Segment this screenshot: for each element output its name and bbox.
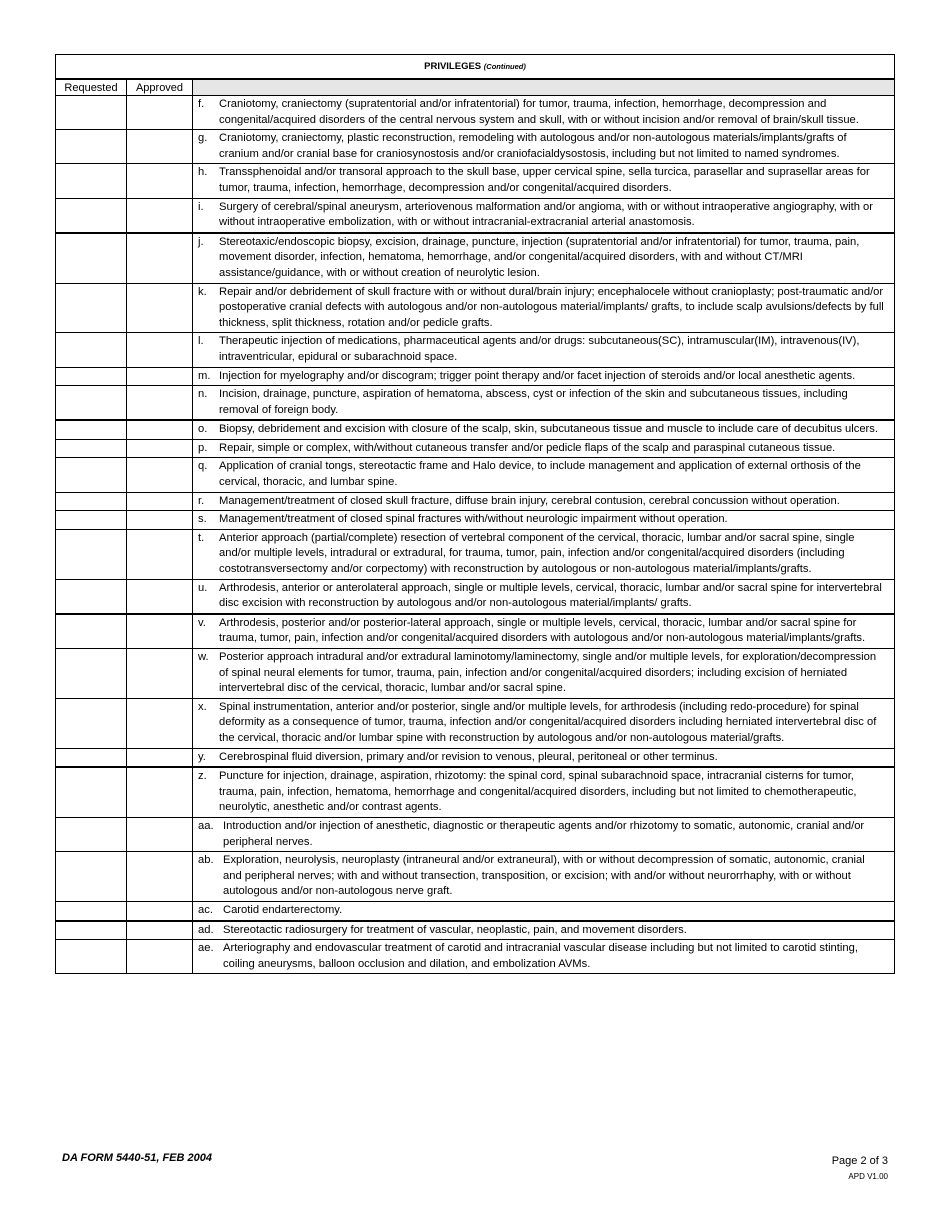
item-letter: s. (198, 513, 207, 526)
requested-checkbox-cell[interactable] (56, 96, 127, 130)
item-text: Anterior approach (partial/complete) resection of vertebral component of the cervical, thoracic, lumbar and/or sacral spine, single and/or multiple levels, intradural or extradural, for trauma, tumor, pain, infection and/or congenital/acquired disorders (including costotransversectomy and/or corpectomy) with reconstruction by autologous or non-autologous material/implants/grafts. (219, 531, 855, 576)
privilege-item (198, 422, 884, 438)
privilege-item (198, 441, 884, 457)
approved-checkbox-cell[interactable] (127, 748, 193, 767)
requested-checkbox-cell[interactable] (56, 164, 127, 198)
approved-checkbox-cell[interactable] (127, 198, 193, 233)
approved-checkbox-cell[interactable] (127, 333, 193, 367)
item-letter: v. (198, 616, 206, 629)
item-text: Introduction and/or injection of anesthetic, diagnostic or therapeutic agents and/or rhizotomy to somatic, autonomic, cranial and/or peripheral nerves. (223, 819, 865, 848)
requested-checkbox-cell[interactable] (56, 940, 127, 974)
privilege-description (193, 164, 895, 198)
approved-checkbox-cell[interactable] (127, 698, 193, 748)
privilege-description (193, 96, 895, 130)
privilege-item (198, 387, 884, 418)
requested-checkbox-cell[interactable] (56, 748, 127, 767)
privilege-item (198, 923, 884, 939)
privilege-row (56, 767, 895, 817)
item-letter: t. (198, 531, 205, 544)
item-text: Craniotomy, craniectomy, plastic reconstruction, remodeling with autologous and/or non-autologous materials/implants/grafts of cranium and/or cranial base for craniosynostosis and/or craniofacialdysostosis, including but not limited to named syndromes. (219, 132, 847, 160)
privilege-description (193, 921, 895, 940)
approved-checkbox-cell[interactable] (127, 511, 193, 530)
requested-checkbox-cell[interactable] (56, 130, 127, 164)
requested-checkbox-cell[interactable] (56, 198, 127, 233)
privilege-row (56, 511, 895, 530)
privilege-row (56, 386, 895, 421)
col-header-approved: Approved (127, 79, 193, 96)
item-letter: z. (198, 770, 207, 783)
privilege-description (193, 367, 895, 386)
privilege-row (56, 901, 895, 920)
requested-checkbox-cell[interactable] (56, 333, 127, 367)
privilege-description (193, 198, 895, 233)
approved-checkbox-cell[interactable] (127, 767, 193, 817)
privilege-row (56, 614, 895, 649)
col-header-blank (193, 79, 895, 96)
privilege-item (198, 165, 884, 196)
requested-checkbox-cell[interactable] (56, 614, 127, 649)
privilege-description (193, 767, 895, 817)
item-text: Exploration, neurolysis, neuroplasty (intraneural and/or extraneural), with or without decompression of somatic, autonomic, cranial and peripheral nerves; with and without transection, transposition, or excision; with and/or without neurorrhaphy, with or without autologous and/or non-autologous nerve graft. (223, 854, 865, 898)
privilege-row (56, 420, 895, 439)
item-letter: g. (198, 132, 208, 145)
approved-checkbox-cell[interactable] (127, 529, 193, 579)
privilege-item (198, 285, 884, 332)
requested-checkbox-cell[interactable] (56, 852, 127, 902)
title-subtitle: (Continued) (483, 62, 526, 71)
privilege-item (198, 97, 884, 128)
approved-checkbox-cell[interactable] (127, 492, 193, 511)
item-text: Arteriography and endovascular treatment of carotid and intracranial vascular disease including but not limited to carotid stinting, coiling aneurysms, balloon occlusion and dilation, and embolization AVMs. (223, 942, 858, 970)
item-letter: aa. (198, 819, 214, 832)
approved-checkbox-cell[interactable] (127, 817, 193, 851)
requested-checkbox-cell[interactable] (56, 511, 127, 530)
privilege-description (193, 817, 895, 851)
privilege-row (56, 458, 895, 492)
privilege-description (193, 579, 895, 614)
item-text: Transsphenoidal and/or transoral approach to the skull base, upper cervical spine, sella turcica, parasellar and suprasellar areas for tumor, trauma, infection, hemorrhage, decompression and/or congenital/acquired disorders. (219, 166, 870, 194)
requested-checkbox-cell[interactable] (56, 367, 127, 386)
privilege-description (193, 333, 895, 367)
item-text: Application of cranial tongs, stereotactic frame and Halo device, to include management and application of external orthosis of the cervical, thoracic, and lumbar spine. (219, 460, 861, 489)
item-text: Craniotomy, craniectomy (supratentorial and/or infratentorial) for tumor, trauma, infection, hemorrhage, decompression and congenital/acquired disorders of the central nervous system and skull, with or without incision and/or removal of brain/skull tissue. (219, 98, 859, 126)
col-header-requested: Requested (56, 79, 127, 96)
privilege-description (193, 492, 895, 511)
item-letter: r. (198, 494, 205, 507)
item-text: Repair, simple or complex, with/without cutaneous transfer and/or pedicle flaps of the scalp and paraspinal cutaneous tissue. (219, 441, 836, 454)
privilege-row (56, 96, 895, 130)
privilege-item (198, 459, 884, 490)
privilege-description (193, 130, 895, 164)
item-letter: ae. (198, 942, 214, 955)
privilege-row (56, 852, 895, 902)
approved-checkbox-cell[interactable] (127, 233, 193, 283)
privilege-item (198, 494, 884, 510)
approved-checkbox-cell[interactable] (127, 164, 193, 198)
form-id: DA FORM 5440-51, FEB 2004 (62, 1152, 212, 1164)
item-text: Spinal instrumentation, anterior and/or posterior, single and/or multiple levels, for arthrodesis (including redo-procedure) for spinal deformity as a consequence of tumor, trauma, infection and/or congenital/acquired disorders including herniated intervertebral disc of the cervical, thoracic and/or lumbar spine with reconstruction by autologous and/or non-autologous material/grafts. (219, 700, 877, 744)
privilege-row (56, 579, 895, 614)
privilege-row (56, 233, 895, 283)
requested-checkbox-cell[interactable] (56, 420, 127, 439)
item-text: Management/treatment of closed skull fracture, diffuse brain injury, cerebral contusion, cerebral concussion without operation. (219, 494, 840, 507)
privilege-item (198, 512, 884, 528)
approved-checkbox-cell[interactable] (127, 921, 193, 940)
privilege-description (193, 439, 895, 458)
approved-checkbox-cell[interactable] (127, 130, 193, 164)
privilege-item (198, 616, 884, 647)
privilege-item (198, 903, 884, 919)
item-text: Management/treatment of closed spinal fractures with/without neurologic impairment without operation. (219, 513, 728, 526)
privilege-description (193, 901, 895, 920)
requested-checkbox-cell[interactable] (56, 698, 127, 748)
privilege-item (198, 334, 884, 365)
privilege-item (198, 769, 884, 816)
item-letter: f. (198, 98, 205, 110)
approved-checkbox-cell[interactable] (127, 614, 193, 649)
privilege-description (193, 458, 895, 492)
item-text: Surgery of cerebral/spinal aneurysm, arteriovenous malformation and/or angioma, with or without intraoperative angiography, with or without intraoperative embolization, with or without intracranial-extracranial arterial anastomosis. (219, 200, 873, 229)
approved-checkbox-cell[interactable] (127, 439, 193, 458)
item-text: Repair and/or debridement of skull fracture with or without dural/brain injury; encephalocele without cranioplasty; post-traumatic and/or postoperative cranial defects with autologous and/or non-autologous material/implants/ grafts, to include scalp avulsions/defects by full thickness, split thickness, rotation and/or pedicle grafts. (219, 285, 884, 329)
requested-checkbox-cell[interactable] (56, 921, 127, 940)
item-letter: w. (198, 651, 209, 663)
requested-checkbox-cell[interactable] (56, 579, 127, 614)
item-letter: l. (198, 335, 204, 348)
approved-checkbox-cell[interactable] (127, 649, 193, 699)
approved-checkbox-cell[interactable] (127, 940, 193, 974)
privilege-item (198, 131, 884, 162)
item-letter: ad. (198, 923, 214, 936)
privilege-description (193, 233, 895, 283)
item-letter: ab. (198, 854, 214, 867)
item-letter: p. (198, 441, 208, 454)
privilege-row (56, 333, 895, 367)
privilege-description (193, 420, 895, 439)
item-text: Carotid endarterectomy. (223, 903, 343, 916)
privilege-item (198, 750, 884, 766)
requested-checkbox-cell[interactable] (56, 767, 127, 817)
privilege-description (193, 529, 895, 579)
privilege-item (198, 200, 884, 231)
item-text: Cerebrospinal fluid diversion, primary and/or revision to venous, pleural, peritoneal or other terminus. (219, 750, 718, 763)
item-text: Posterior approach intradural and/or extradural laminotomy/laminectomy, single and/or multiple levels, for exploration/decompression of spinal neural elements for tumor, trauma, pain, infection and/or congenital/acquired disorders; including excision of herniated intervertebral disc of the cervical, thoracic, lumbar and/or sacral spine. (219, 651, 877, 695)
privilege-row (56, 698, 895, 748)
item-letter: k. (198, 285, 207, 298)
page-number: Page 2 of 3 (831, 1155, 888, 1167)
approved-checkbox-cell[interactable] (127, 458, 193, 492)
approved-checkbox-cell[interactable] (127, 367, 193, 386)
privilege-item (198, 819, 884, 850)
privilege-row (56, 164, 895, 198)
requested-checkbox-cell[interactable] (56, 492, 127, 511)
privileges-table (55, 54, 895, 974)
item-text: Therapeutic injection of medications, pharmaceutical agents and/or drugs: subcutaneous(SC), intramuscular(IM), intravenous(IV), intraventricular, epidural or subarachnoid space. (219, 335, 860, 363)
item-letter: j. (198, 235, 204, 248)
requested-checkbox-cell[interactable] (56, 649, 127, 699)
approved-checkbox-cell[interactable] (127, 901, 193, 920)
requested-checkbox-cell[interactable] (56, 283, 127, 333)
requested-checkbox-cell[interactable] (56, 529, 127, 579)
approved-checkbox-cell[interactable] (127, 420, 193, 439)
privilege-description (193, 614, 895, 649)
privilege-item (198, 369, 884, 385)
item-letter: ac. (198, 903, 213, 916)
requested-checkbox-cell[interactable] (56, 817, 127, 851)
privilege-item (198, 531, 884, 578)
privilege-row (56, 649, 895, 699)
item-letter: h. (198, 166, 208, 179)
requested-checkbox-cell[interactable] (56, 386, 127, 421)
item-letter: x. (198, 700, 207, 713)
privilege-row (56, 748, 895, 767)
approved-checkbox-cell[interactable] (127, 386, 193, 421)
privilege-description (193, 511, 895, 530)
title-text: PRIVILEGES (424, 61, 482, 72)
item-letter: n. (198, 388, 208, 401)
privilege-row (56, 492, 895, 511)
form-version: APD V1.00 (848, 1172, 888, 1181)
item-letter: i. (198, 200, 204, 213)
privilege-row (56, 817, 895, 851)
privilege-description (193, 852, 895, 902)
privilege-item (198, 650, 884, 697)
privilege-row (56, 198, 895, 233)
item-text: Biopsy, debridement and excision with closure of the scalp, skin, subcutaneous tissue and muscle to include care of decubitus ulcers. (219, 423, 878, 436)
requested-checkbox-cell[interactable] (56, 901, 127, 920)
privilege-row (56, 283, 895, 333)
approved-checkbox-cell[interactable] (127, 283, 193, 333)
item-text: Injection for myelography and/or discogram; trigger point therapy and/or facet injection of steroids and/or local anesthetic agents. (219, 369, 856, 382)
item-letter: m. (198, 369, 211, 382)
privilege-description (193, 940, 895, 974)
privilege-item (198, 700, 884, 747)
item-letter: u. (198, 581, 208, 594)
privilege-description (193, 386, 895, 421)
requested-checkbox-cell[interactable] (56, 233, 127, 283)
item-text: Incision, drainage, puncture, aspiration of hematoma, abscess, cyst or infection of the skin and subcutaneous tissues, including removal of foreign body. (219, 388, 848, 416)
item-text: Stereotactic radiosurgery for treatment of vascular, neoplastic, pain, and movement disorders. (223, 923, 687, 936)
item-text: Arthrodesis, anterior or anterolateral approach, single or multiple levels, cervical, thoracic, lumbar and/or sacral spine for intervertebral disc excision with reconstruction by autologous and/or non-autologous material/implants/ grafts. (219, 581, 882, 610)
privilege-item (198, 853, 884, 900)
item-text: Stereotaxic/endoscopic biopsy, excision, drainage, puncture, injection (supratentorial and/or infratentorial) for tumor, trauma, pain, movement disorder, infection, hematoma, hemorrhage, and/or congenital/acquired disorders, with and without CT/MRI assistance/guidance, with or without creation of neurolytic lesion. (219, 235, 860, 279)
privilege-row (56, 439, 895, 458)
item-text: Arthrodesis, posterior and/or posterior-lateral approach, single or multiple levels, cervical, thoracic, lumbar and/or sacral spine for trauma, tumor, pain, infection and/or congenital/acquired disorders with autologous and/or non-autologous material/implants/grafts. (219, 616, 866, 645)
item-letter: o. (198, 423, 208, 436)
privilege-row (56, 367, 895, 386)
privilege-description (193, 698, 895, 748)
privilege-item (198, 941, 884, 972)
item-letter: y. (198, 750, 206, 763)
requested-checkbox-cell[interactable] (56, 439, 127, 458)
approved-checkbox-cell[interactable] (127, 96, 193, 130)
privilege-row (56, 130, 895, 164)
privilege-description (193, 283, 895, 333)
privilege-description (193, 748, 895, 767)
approved-checkbox-cell[interactable] (127, 579, 193, 614)
privilege-item (198, 581, 884, 612)
approved-checkbox-cell[interactable] (127, 852, 193, 902)
privilege-row (56, 529, 895, 579)
item-letter: q. (198, 460, 208, 473)
requested-checkbox-cell[interactable] (56, 458, 127, 492)
item-text: Puncture for injection, drainage, aspiration, rhizotomy: the spinal cord, spinal subarachnoid space, intracranial cisterns for tumor, trauma, pain, infection, hematoma, hemorrhage and congenital/acquired disorders, including but not limited to chemotherapeutic, neurolytic, anesthetic and/or contrast agents. (219, 770, 857, 814)
privilege-row (56, 940, 895, 974)
privilege-description (193, 649, 895, 699)
privilege-row (56, 921, 895, 940)
privilege-item (198, 235, 884, 282)
table-title (56, 55, 895, 80)
